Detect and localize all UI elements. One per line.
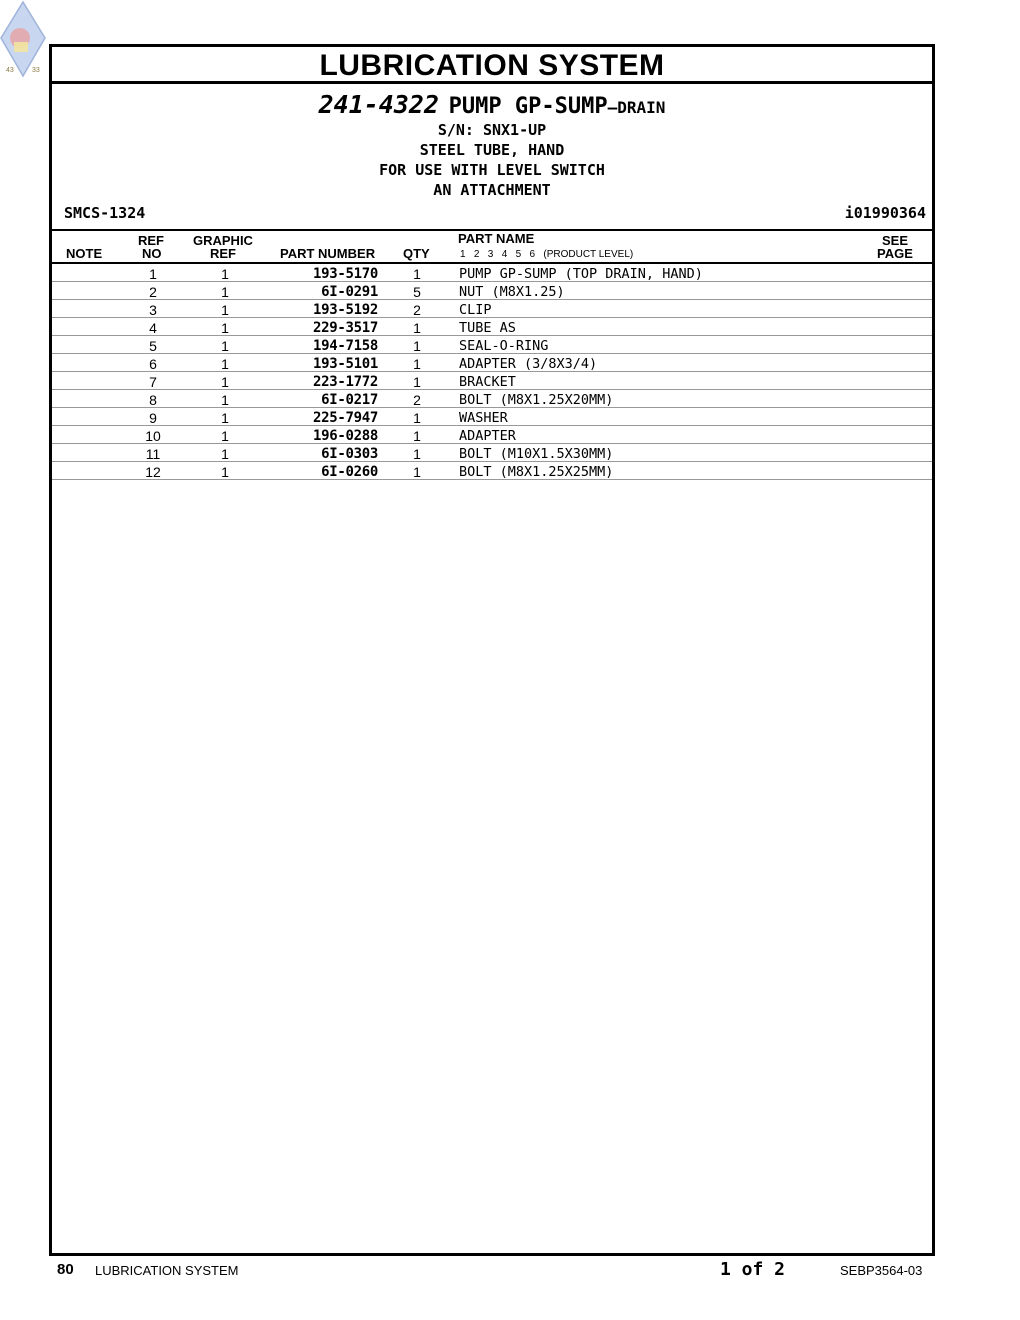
table-row [52, 318, 932, 336]
description-line-2: FOR USE WITH LEVEL SWITCH [379, 161, 605, 179]
ref-number: 8 [149, 392, 157, 408]
quantity: 1 [413, 446, 421, 462]
group-part-number: 241-4322 [318, 90, 440, 119]
ref-number: 12 [145, 464, 161, 480]
col-see-top: SEE [882, 233, 909, 248]
part-name: BOLT (M8X1.25X20MM) [459, 392, 614, 408]
col-note: NOTE [66, 246, 103, 261]
col-see-bottom: PAGE [877, 246, 913, 261]
table-row [52, 354, 932, 372]
ref-number: 1 [149, 266, 157, 282]
table-row [52, 282, 932, 300]
col-product-levels: 1 2 3 4 5 6 (PRODUCT LEVEL) [460, 249, 634, 260]
ref-number: 7 [149, 374, 157, 390]
col-part-number: PART NUMBER [280, 246, 376, 261]
page-frame [49, 44, 935, 1256]
quantity: 1 [413, 338, 421, 354]
ref-number: 11 [145, 446, 161, 462]
quantity: 5 [413, 284, 421, 300]
graphic-ref: 1 [221, 392, 229, 408]
part-number: 6I-0217 [321, 392, 378, 408]
part-number: 229-3517 [312, 320, 378, 336]
quantity: 1 [413, 410, 421, 426]
part-name: BOLT (M8X1.25X25MM) [459, 464, 614, 480]
table-row [52, 444, 932, 462]
page-footer [0, 1258, 1020, 1282]
ref-number: 2 [149, 284, 157, 300]
part-name: BOLT (M10X1.5X30MM) [459, 446, 614, 462]
column-headers [52, 229, 932, 264]
document-number: SEBP3564-03 [840, 1263, 923, 1278]
part-number: 6I-0291 [321, 284, 378, 300]
part-number: 194-7158 [312, 338, 378, 354]
diamond-logo [0, 0, 46, 78]
footer-section: LUBRICATION SYSTEM [95, 1263, 239, 1278]
serial-number: S/N: SNX1-UP [437, 121, 547, 139]
graphic-ref: 1 [221, 338, 229, 354]
page-number: 80 [57, 1261, 74, 1278]
part-name: SEAL-O-RING [459, 338, 549, 354]
part-title [52, 90, 932, 119]
part-header [52, 84, 932, 229]
part-number: 6I-0260 [321, 464, 378, 480]
table-row [52, 372, 932, 390]
graphic-ref: 1 [221, 446, 229, 462]
graphic-ref: 1 [221, 266, 229, 282]
ref-number: 9 [149, 410, 157, 426]
group-part-name: PUMP GP-SUMP [448, 94, 608, 119]
part-number: 193-5101 [312, 356, 378, 372]
description-line-3: AN ATTACHMENT [433, 181, 551, 199]
part-name: ADAPTER [459, 428, 516, 444]
col-ref-top: REF [138, 233, 164, 248]
graphic-ref: 1 [221, 302, 229, 318]
part-name: ADAPTER (3/8X3/4) [459, 356, 598, 372]
quantity: 1 [413, 266, 421, 282]
part-name: PUMP GP-SUMP (TOP DRAIN, HAND) [459, 266, 703, 282]
group-part-suffix: –DRAIN [607, 98, 666, 117]
quantity: 1 [413, 320, 421, 336]
graphic-ref: 1 [221, 410, 229, 426]
col-ref-bottom: NO [142, 246, 162, 261]
quantity: 1 [413, 356, 421, 372]
part-name: NUT (M8X1.25) [459, 284, 565, 300]
graphic-ref: 1 [221, 356, 229, 372]
part-name: WASHER [459, 410, 508, 426]
ref-number: 5 [149, 338, 157, 354]
quantity: 1 [413, 428, 421, 444]
ref-number: 4 [149, 320, 157, 336]
parts-table [52, 264, 932, 480]
smcs-code: SMCS-1324 [64, 204, 146, 222]
logo-right-number: 33 [32, 67, 40, 74]
col-graphic-top: GRAPHIC [193, 233, 253, 248]
illustration-id: i01990364 [844, 204, 926, 222]
graphic-ref: 1 [221, 320, 229, 336]
part-number: 225-7947 [312, 410, 378, 426]
quantity: 2 [413, 392, 421, 408]
col-qty: QTY [403, 246, 430, 261]
quantity: 1 [413, 464, 421, 480]
table-row [52, 264, 932, 282]
table-row [52, 408, 932, 426]
part-name: BRACKET [459, 374, 516, 390]
section-title: LUBRICATION SYSTEM [52, 47, 932, 84]
graphic-ref: 1 [221, 464, 229, 480]
part-number: 193-5192 [312, 302, 378, 318]
sheet-indicator: 1 of 2 [720, 1259, 786, 1280]
part-name: TUBE AS [459, 320, 516, 336]
ref-number: 10 [145, 428, 161, 444]
graphic-ref: 1 [221, 374, 229, 390]
graphic-ref: 1 [221, 284, 229, 300]
ref-number: 3 [149, 302, 157, 318]
quantity: 1 [413, 374, 421, 390]
table-row [52, 300, 932, 318]
part-number: 193-5170 [312, 266, 378, 282]
part-name: CLIP [459, 302, 492, 318]
graphic-ref: 1 [221, 428, 229, 444]
part-number: 196-0288 [312, 428, 378, 444]
part-number: 223-1772 [312, 374, 378, 390]
table-row [52, 462, 932, 480]
col-graphic-bottom: REF [210, 246, 236, 261]
ref-number: 6 [149, 356, 157, 372]
table-row [52, 390, 932, 408]
quantity: 2 [413, 302, 421, 318]
table-row [52, 426, 932, 444]
part-number: 6I-0303 [321, 446, 378, 462]
col-part-name: PART NAME [458, 231, 535, 246]
logo-left-number: 43 [6, 67, 14, 74]
diamond-logo-icon [0, 0, 46, 78]
description-line-1: STEEL TUBE, HAND [419, 141, 565, 159]
table-row [52, 336, 932, 354]
